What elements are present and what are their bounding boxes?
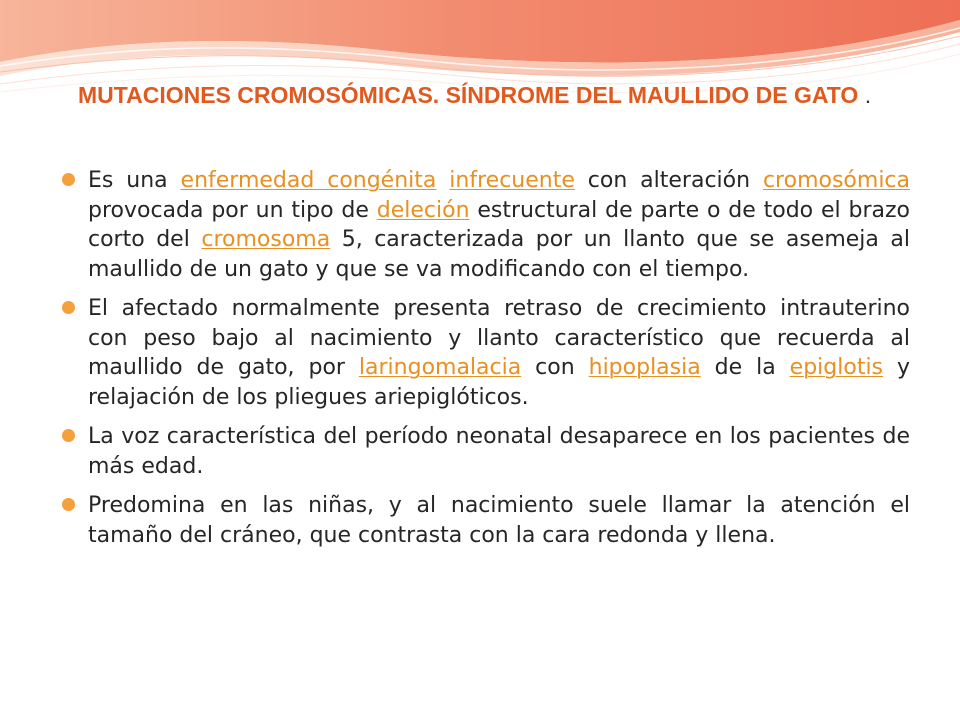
link-cromosoma[interactable]: cromosoma (201, 227, 331, 252)
text-run: estructural de parte o de todo el brazo corto del (88, 197, 910, 252)
bullet-item (62, 294, 910, 412)
text-run: provocada por un tipo de (88, 197, 377, 223)
slide-title-text: MUTACIONES CROMOSÓMICAS. SÍNDROME DEL MAULLIDO DE GATO (78, 82, 859, 108)
bullet-dot-icon (62, 429, 75, 442)
text-run: La voz característica del período neonatal desaparece en los pacientes de más edad. (88, 424, 910, 479)
bullet-dot-icon (62, 301, 75, 314)
bullet-dot-icon (62, 173, 75, 186)
text-run: El afectado normalmente presenta retraso de crecimiento intrauterino con peso bajo al nacimiento y llanto característico que recuerda al maullido de gato, por (88, 296, 910, 380)
bullet-text (88, 166, 910, 284)
bullet-text (88, 422, 910, 481)
text-run: de la (700, 355, 790, 380)
text-run (436, 168, 449, 193)
link-deleción[interactable]: deleción (376, 197, 470, 223)
slide-title-suffix: . (858, 82, 872, 108)
link-cromosómica[interactable]: cromosómica (762, 168, 911, 193)
text-run: Predomina en las niñas, y al nacimiento suele llamar la atención el tamaño del cráneo, que contrasta con la cara redonda y llena. (88, 493, 910, 548)
text-run: y relajación de los pliegues ariepiglóticos. (88, 355, 910, 410)
text-run: 5, caracterizada por un llanto que se asemeja al maullido de un gato y que se va modificando con el tiempo. (88, 227, 910, 282)
bullet-dot-icon (62, 498, 75, 511)
link-infrecuente[interactable]: infrecuente (449, 168, 575, 193)
bullet-item (62, 422, 910, 481)
link-laringomalacia[interactable]: laringomalacia (358, 355, 522, 380)
link-epiglotis[interactable]: epiglotis (789, 355, 884, 380)
bullet-item (62, 491, 910, 550)
bullet-item (62, 166, 910, 284)
text-run: Es una (88, 168, 181, 193)
link-enfermedad-congénita[interactable]: enfermedad congénita (180, 168, 437, 193)
bullet-text (88, 294, 910, 412)
slide-title (78, 78, 898, 112)
bullet-list (62, 166, 910, 560)
text-run: con (521, 355, 589, 380)
text-run: con alteración (574, 168, 763, 193)
bullet-text (88, 491, 910, 550)
link-hipoplasia[interactable]: hipoplasia (588, 355, 701, 380)
